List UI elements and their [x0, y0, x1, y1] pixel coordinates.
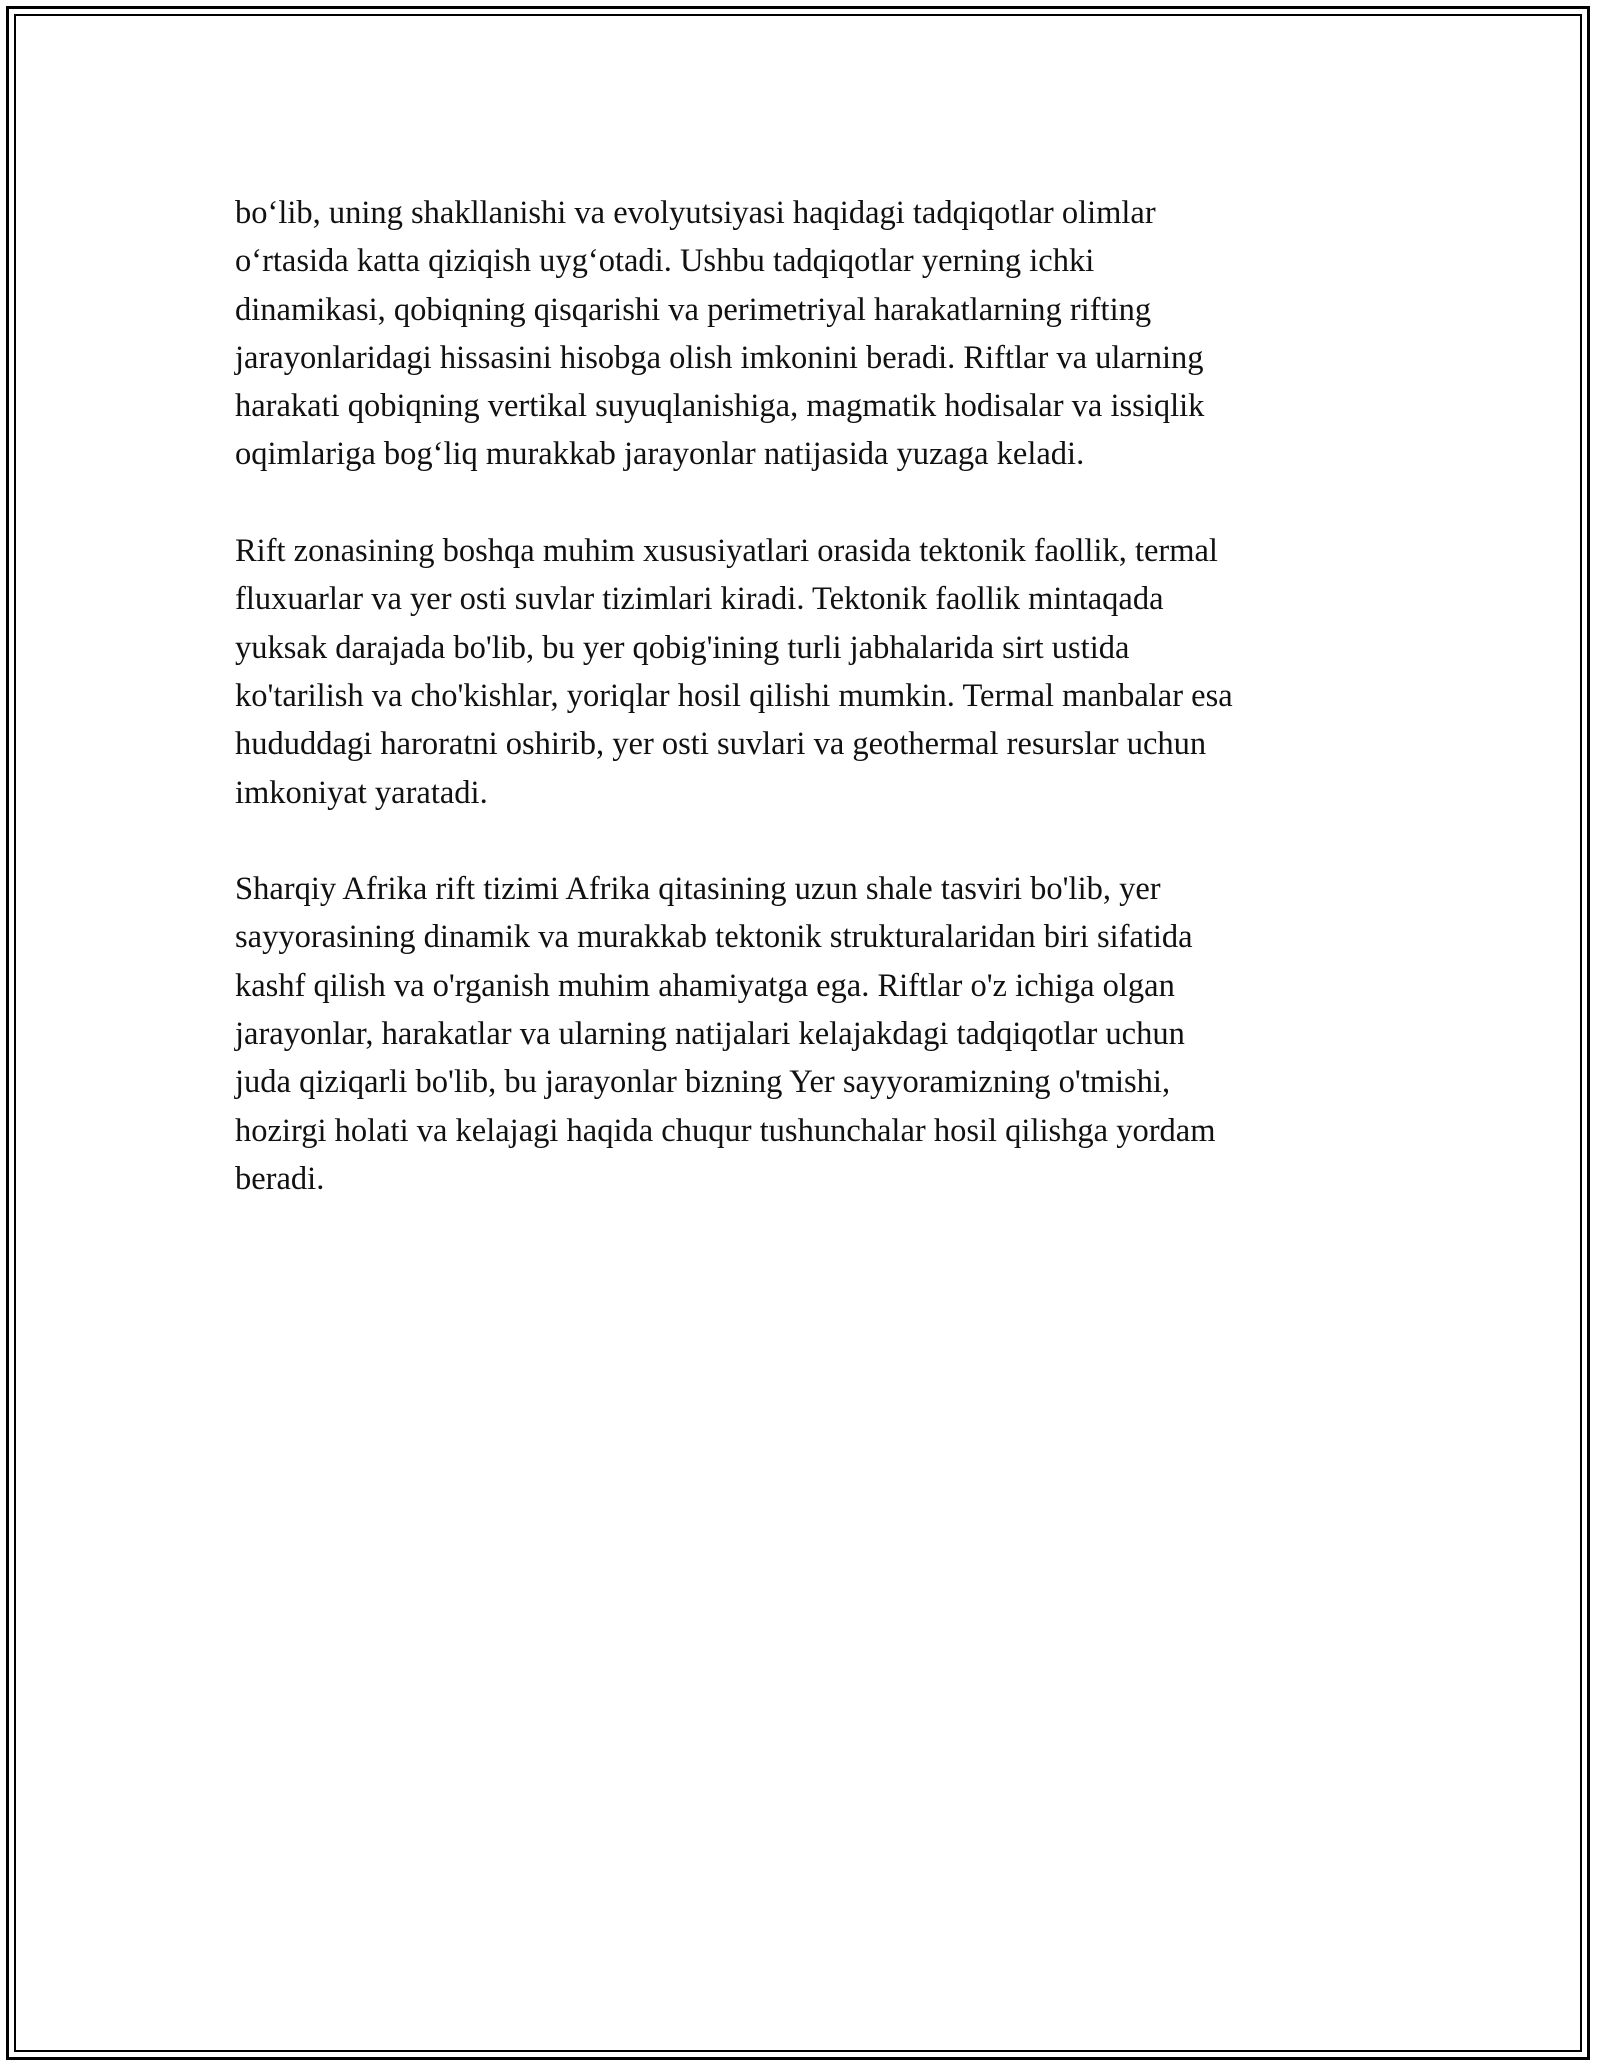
text-line: harakati qobiqning vertikal suyuqlanishiga, magmatik hodisalar va issiqlik — [235, 388, 1205, 425]
text-line: imkoniyat yaratadi. — [235, 774, 488, 811]
text-line: bo‘lib, uning shakllanishi va evolyutsiyasi haqidagi tadqiqotlar olimlar — [235, 195, 1156, 231]
text-line: Sharqiy Afrika rift tizimi Afrika qitasining uzun shale tasviri bo'lib, yer — [235, 871, 1161, 908]
text-line: kashf qilish va o'rganish muhim ahamiyatga ega. Riftlar o'z ichiga olgan — [235, 967, 1175, 1004]
text-line: yuksak darajada bo'lib, bu yer qobig'ining turli jabhalarida sirt ustida — [235, 629, 1130, 666]
document-body — [235, 189, 1375, 1252]
text-line: o‘rtasida katta qiziqish uyg‘otadi. Ushbu tadqiqotlar yerning ichki — [235, 243, 1095, 280]
text-line: beradi. — [235, 1160, 325, 1197]
paragraph-1 — [235, 189, 1375, 479]
paragraph-2 — [235, 527, 1375, 817]
text-line: jarayonlaridagi hissasini hisobga olish imkonini beradi. Riftlar va ularning — [235, 339, 1204, 376]
paragraph-3 — [235, 865, 1375, 1203]
text-line: dinamikasi, qobiqning qisqarishi va perimetriyal harakatlarning rifting — [235, 291, 1152, 328]
text-line: Rift zonasining boshqa muhim xususiyatlari orasida tektonik faollik, termal — [235, 533, 1218, 570]
text-line: jarayonlar, harakatlar va ularning natijalari kelajakdagi tadqiqotlar uchun — [235, 1016, 1185, 1053]
text-line: sayyorasining dinamik va murakkab tektonik strukturalaridan biri sifatida — [235, 919, 1193, 956]
text-line: juda qiziqarli bo'lib, bu jarayonlar bizning Yer sayyoramizning o'tmishi, — [235, 1064, 1171, 1101]
text-line: hozirgi holati va kelajagi haqida chuqur tushunchalar hosil qilishga yordam — [235, 1112, 1216, 1149]
text-line: ko'tarilish va cho'kishlar, yoriqlar hosil qilishi mumkin. Termal manbalar esa — [235, 677, 1233, 714]
text-line: oqimlariga bog‘liq murakkab jarayonlar natijasida yuzaga keladi. — [235, 436, 1085, 473]
text-line: fluxuarlar va yer osti suvlar tizimlari kiradi. Tektonik faollik mintaqada — [235, 581, 1164, 618]
text-line: hududdagi haroratni oshirib, yer osti suvlari va geothermal resurslar uchun — [235, 726, 1207, 763]
